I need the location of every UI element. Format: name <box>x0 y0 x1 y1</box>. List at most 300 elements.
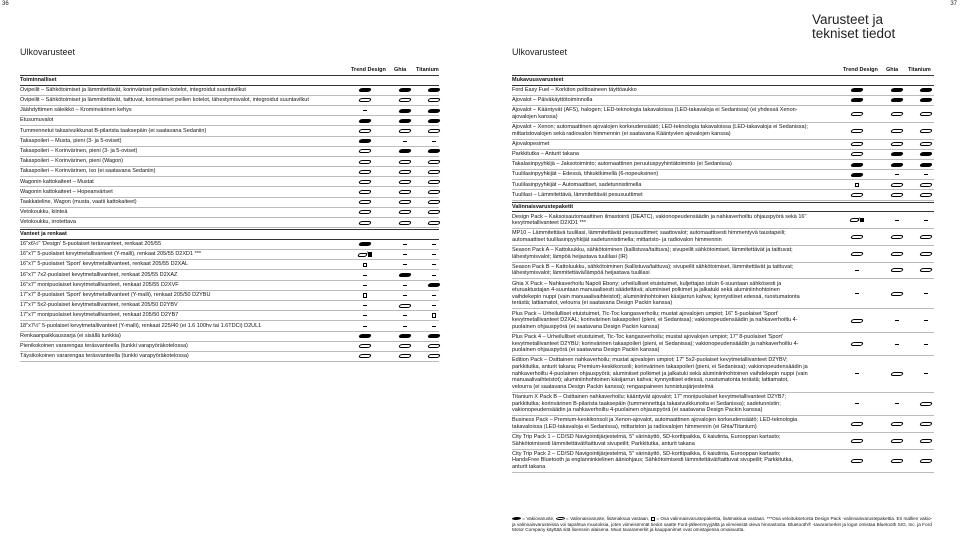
table-row <box>512 333 934 356</box>
availability-cell <box>357 138 373 144</box>
availability-cell <box>889 401 905 407</box>
availability-cell <box>426 313 442 319</box>
row-label: 16"x7" 5-puolaiset kevytmetallivanteet (Y-malli), renkaat 205/55 D2XD1 *** <box>20 251 202 258</box>
availability-cell <box>889 141 905 147</box>
optional-icon <box>398 180 412 184</box>
availability-cell <box>849 97 865 103</box>
col-ghia: Ghia <box>394 67 407 73</box>
col-trend: Trend Design <box>843 67 878 73</box>
row-label: Design Pack – Kaksoisautomaattinen ilmastointi (DEATC), vakionopeudensäädin ja nahkaverhoiltu ohjauspyörä sekä 16" kevytmetallivanteet D2XD1 *** <box>512 213 807 227</box>
table-row <box>512 86 934 96</box>
availability-cell <box>849 251 865 257</box>
standard-icon <box>850 173 864 177</box>
row-label: Ajovalot – Päiväkäyttötoiminnolla <box>512 97 593 104</box>
optional-icon <box>890 252 904 256</box>
row-label: Täysikokoinen vararengas teräsvanteella (tunkki varapyöräkotelossa) <box>20 353 189 360</box>
availability-cell <box>357 323 373 329</box>
dash-icon <box>432 275 436 276</box>
optional-icon <box>427 180 441 184</box>
optional-icon <box>398 304 412 308</box>
col-titanium: Titanium <box>908 67 931 73</box>
pack-marker-icon <box>651 517 656 522</box>
dash-icon <box>924 320 928 321</box>
table-row <box>512 279 934 309</box>
dash-icon <box>895 320 899 321</box>
table-row <box>20 106 439 116</box>
availability-cell <box>357 169 373 175</box>
section-heading <box>512 75 934 86</box>
availability-cell <box>889 371 905 377</box>
availability-cell <box>849 421 865 427</box>
availability-cell <box>918 87 934 93</box>
row-label: Toiminnalliset <box>20 77 57 83</box>
availability-cell <box>889 267 905 273</box>
row-label: Takaspoileri – Korinvärinen, pieni (Wagon) <box>20 158 124 165</box>
combo-icon <box>358 251 373 258</box>
availability-cell <box>426 272 442 278</box>
table-row <box>20 187 439 197</box>
availability-cell <box>426 323 442 329</box>
optional-icon <box>358 190 372 194</box>
optional-icon <box>427 210 441 214</box>
availability-cell <box>357 241 373 247</box>
availability-cell <box>397 343 413 349</box>
availability-cell <box>889 438 905 444</box>
table-row <box>512 123 934 140</box>
availability-cell <box>357 292 373 298</box>
dash-icon <box>855 293 859 294</box>
row-label: Tuulilasinpyyhkijät – Automaattiset, sadetunnistimella <box>512 181 642 188</box>
row-label: Takaspoileri – Korinvärinen, iso (ei saatavana Sedaniin) <box>20 168 156 175</box>
dash-icon <box>895 174 899 175</box>
row-label: Jäähdyttimen säleikkö – Krominvärinen kehys <box>20 107 132 114</box>
standard-icon <box>427 334 441 338</box>
availability-cell <box>357 282 373 288</box>
optional-icon <box>398 129 412 133</box>
optional-icon <box>919 252 933 256</box>
col-trend: Trend Design <box>351 67 386 73</box>
row-label: Wagonin kattokaiteet – Hopeanväriset <box>20 188 113 195</box>
availability-cell <box>397 303 413 309</box>
availability-cell <box>426 292 442 298</box>
pack-icon <box>363 293 368 298</box>
availability-cell <box>889 162 905 168</box>
optional-icon <box>890 268 904 272</box>
availability-cell <box>918 341 934 347</box>
optional-icon <box>890 372 904 376</box>
dash-icon <box>403 326 407 327</box>
availability-cell <box>849 438 865 444</box>
availability-cell <box>889 192 905 198</box>
availability-cell <box>889 151 905 157</box>
optional-icon <box>398 190 412 194</box>
table-row <box>512 150 934 160</box>
optional-icon <box>919 439 933 443</box>
availability-cell <box>849 87 865 93</box>
standard-icon <box>850 163 864 167</box>
pack-icon <box>855 183 860 188</box>
optional-icon <box>398 354 412 358</box>
availability-cell <box>918 162 934 168</box>
availability-cell <box>849 371 865 377</box>
row-label: Vetokoukku, kiinteä <box>20 209 68 216</box>
standard-icon <box>890 98 904 102</box>
standard-icon <box>919 98 933 102</box>
row-label: 16"x6½" 'Design' 5-puolaiset teräsvanteet, renkaat 205/55 <box>20 241 162 248</box>
optional-icon <box>427 170 441 174</box>
availability-cell <box>849 151 865 157</box>
availability-cell <box>397 241 413 247</box>
availability-cell <box>426 353 442 359</box>
table-row <box>20 147 439 157</box>
optional-icon <box>850 422 864 426</box>
table-row <box>512 170 934 180</box>
optional-icon <box>358 98 372 102</box>
optional-icon <box>850 193 864 197</box>
table-header <box>20 65 439 74</box>
table-row <box>20 126 439 136</box>
availability-cell <box>357 128 373 134</box>
availability-cell <box>918 128 934 134</box>
optional-icon <box>890 439 904 443</box>
availability-cell <box>397 128 413 134</box>
standard-icon <box>919 88 933 92</box>
optional-icon <box>890 235 904 239</box>
availability-cell <box>889 458 905 464</box>
availability-cell <box>397 333 413 339</box>
optional-icon <box>358 354 372 358</box>
row-label: Pienikokoinen vararengas teräsvanteella (tunkki varapyöräkotelossa) <box>20 342 188 349</box>
availability-cell <box>426 241 442 247</box>
section-heading <box>20 229 439 240</box>
availability-cell <box>426 169 442 175</box>
optional-icon <box>358 200 372 204</box>
table-row <box>512 450 934 473</box>
availability-cell <box>397 209 413 215</box>
dash-icon <box>432 244 436 245</box>
standard-icon <box>358 139 372 143</box>
standard-icon <box>358 334 372 338</box>
dash-icon <box>432 141 436 142</box>
row-label: Takalasinpyyhkijä – Jaksotoiminto; automaattinen peruutuspyyhintätoiminto (ei Sedanissa) <box>512 161 732 168</box>
optional-icon <box>919 183 933 187</box>
availability-cell <box>889 182 905 188</box>
availability-cell <box>397 148 413 154</box>
row-label: Ajovalot – Xenon; automaattinen ajovalojen korkeudensäätö; LED-teknologia takavaloissa (LED-takavaloja ei Sedanissa); mittaristovalojen sekä radiovalon himmennin (ei saatavana Kääntyvien ajovalojen kanssa) <box>512 124 808 137</box>
standard-icon <box>358 88 372 92</box>
availability-cell <box>357 353 373 359</box>
availability-cell <box>889 318 905 324</box>
section-title: Varusteet ja tekniset tiedot <box>812 12 896 41</box>
availability-cell <box>357 220 373 226</box>
standard-icon <box>890 163 904 167</box>
dash-icon <box>363 315 367 316</box>
table-row <box>20 332 439 342</box>
availability-cell <box>397 252 413 258</box>
availability-cell <box>357 189 373 195</box>
right-equipment-table <box>512 65 934 473</box>
row-label: Taakkateline, Wagon (musta, vaatii kattokaiteet) <box>20 198 137 205</box>
standard-icon <box>398 119 412 123</box>
availability-cell <box>918 192 934 198</box>
dash-icon <box>432 326 436 327</box>
availability-cell <box>889 172 905 178</box>
availability-cell <box>397 353 413 359</box>
optional-icon <box>919 402 933 406</box>
dash-icon <box>924 293 928 294</box>
table-row <box>20 116 439 126</box>
table-row <box>20 321 439 331</box>
standard-icon <box>919 163 933 167</box>
row-label: Ajovalot – Kääntyvät (AFS), halogen; LED-teknologia takavaloissa (LED-takavaloja ei Sedanissa) (ei yhdessä Xenon-ajovalojen kanssa) <box>512 107 798 120</box>
availability-cell <box>849 318 865 324</box>
standard-icon <box>398 88 412 92</box>
dash-icon <box>403 315 407 316</box>
row-label: Plus Pack 4 – Urheilulliset etuistuimet, Tic-Toc kangasverhoilu; mustat ajovalojen umpiot; 17" 8-puolaiset 'Sport' kevytmetallivanteet D2YBU; korinvärinen takaspoileri (pieni, ei Sedanissa); vakionopeudensäädin ja nahkaverhoiltu 4-puolainen ohjauspyörä (ei saatavana Design Packin kanssa) <box>512 334 799 354</box>
availability-cell <box>918 111 934 117</box>
dash-icon <box>363 275 367 276</box>
table-row <box>512 229 934 246</box>
optional-icon <box>358 344 372 348</box>
availability-cell <box>918 421 934 427</box>
standard-icon <box>427 109 441 113</box>
availability-cell <box>849 234 865 240</box>
standard-icon <box>890 152 904 156</box>
table-row <box>20 198 439 208</box>
table-row <box>20 177 439 187</box>
optional-icon <box>890 422 904 426</box>
page-number-right: 37 <box>950 1 957 7</box>
availability-cell <box>426 252 442 258</box>
optional-icon <box>919 112 933 116</box>
row-label: Renkaanpaikkaussarja (ei sisällä tunkkia) <box>20 332 121 339</box>
availability-cell <box>849 341 865 347</box>
table-row <box>512 190 934 200</box>
dash-icon <box>363 305 367 306</box>
optional-icon <box>850 235 864 239</box>
dash-icon <box>403 254 407 255</box>
availability-cell <box>397 118 413 124</box>
availability-cell <box>426 138 442 144</box>
combo-icon <box>850 217 865 224</box>
availability-cell <box>426 333 442 339</box>
optional-icon <box>850 142 864 146</box>
table-row <box>20 281 439 291</box>
table-row <box>20 157 439 167</box>
table-row <box>20 96 439 106</box>
table-row <box>20 250 439 260</box>
dash-icon <box>895 344 899 345</box>
row-label: Parkkitutka – Anturit takana <box>512 151 579 158</box>
table-row <box>20 137 439 147</box>
availability-cell <box>426 199 442 205</box>
availability-cell <box>397 108 413 114</box>
table-row <box>512 246 934 263</box>
standard-marker-icon <box>511 517 521 520</box>
table-row <box>512 356 934 393</box>
availability-cell <box>397 272 413 278</box>
availability-cell <box>849 141 865 147</box>
table-row <box>512 180 934 190</box>
table-row <box>512 263 934 280</box>
dash-icon <box>895 403 899 404</box>
availability-cell <box>397 323 413 329</box>
dash-icon <box>855 373 859 374</box>
table-row <box>512 212 934 229</box>
availability-cell <box>357 272 373 278</box>
dash-icon <box>924 174 928 175</box>
availability-cell <box>849 458 865 464</box>
row-label: Valinnaisvarustepaketit <box>512 203 574 210</box>
availability-cell <box>426 159 442 165</box>
row-label: City Trip Pack 1 – CD/SD Navigointijärjestelmä, 5" värinäyttö, SD-korttipaikka, 6 kaiutinta, Eurooppan kartasto; Sähkötoimisesti lämmitettävät/taittuvat sivupeilit; Parkkitutka, anturit takana <box>512 434 781 447</box>
availability-cell <box>357 148 373 154</box>
standard-icon <box>427 119 441 123</box>
table-row <box>20 301 439 311</box>
table-row <box>20 208 439 218</box>
availability-cell <box>889 291 905 297</box>
row-label: Tummennetut takasivuikkunat B-pilarista taaksepäin (ei saatavana Sedaniin) <box>20 127 207 134</box>
section-heading <box>512 202 934 213</box>
row-label: Ford Easy Fuel – Korkiton polttoaineen täyttöaukko <box>512 86 637 93</box>
dash-icon <box>403 264 407 265</box>
row-label: Vetokoukku, irrotettava <box>20 219 76 226</box>
availability-cell <box>426 87 442 93</box>
dash-icon <box>432 305 436 306</box>
dash-icon <box>403 244 407 245</box>
availability-cell <box>918 318 934 324</box>
availability-cell <box>357 262 373 268</box>
standard-icon <box>427 283 441 287</box>
availability-cell <box>918 141 934 147</box>
standard-icon <box>398 273 412 277</box>
table-row <box>20 311 439 321</box>
table-row <box>20 86 439 96</box>
row-label: Edition Pack – Osittainen nahkaverhoilu; mustat ajovalojen umpiot; 17" 5x2-puolaiset kevytmetallivanteet D2YBV; parkkitutka, anturit takana; Premium-keskikonsoli; korinvärinen takaspoileri (pieni, ei Sedanissa); vakionopeudensäädin ja nahkaverhoiltu 4-puolainen ohjauspyörä; aluminiiset polkimet ja jalkatuki sekä aluminiinhohtoinen vaihdekepin nuppi (vain manuaalivaihteistot); aluminiinhohtoinen käsijarrun kahva; kynnystiiset edessä, ruostumatonta terästä; lattiamatot, velourra (ei saatavana Design Packin kanssa); rengaspaineen tunnistusjärjestelmä <box>512 357 808 390</box>
availability-cell <box>397 179 413 185</box>
availability-cell <box>397 220 413 226</box>
dash-icon <box>403 295 407 296</box>
availability-cell <box>889 87 905 93</box>
dash-icon <box>895 220 899 221</box>
optional-icon <box>358 160 372 164</box>
availability-cell <box>889 128 905 134</box>
row-label: Tuulilasinpyyhkijät – Edessä, tihkuktkimellä (6-nopeuksinen) <box>512 171 659 178</box>
row-label: Ovipeilit – Sähkötoimiset ja lämmitettävät, korinväriset peilien kotelot, integroidut suuntavilkut <box>20 86 246 93</box>
availability-cell <box>426 262 442 268</box>
availability-cell <box>918 97 934 103</box>
availability-cell <box>397 87 413 93</box>
availability-cell <box>889 341 905 347</box>
table-row <box>20 291 439 301</box>
row-label: Season Pack B – Kattoluukku, sähkötoiminen (kallistuva/taittuva); sivupeilit sähkötoimiset, lämmitettävät ja taittuvat; lähestymisvalot; lämmitettävä/lämpöä heijastava tuulilasi <box>512 263 794 277</box>
optional-icon <box>398 200 412 204</box>
availability-cell <box>849 172 865 178</box>
standard-icon <box>890 88 904 92</box>
availability-cell <box>397 199 413 205</box>
optional-icon <box>427 129 441 133</box>
availability-cell <box>918 401 934 407</box>
optional-icon <box>427 98 441 102</box>
row-label: 17"x7" 5x2-puolaiset kevytmetallivanteet, renkaat 205/50 D2YBV <box>20 302 178 309</box>
page-number-left: 36 <box>2 1 9 7</box>
row-label: Etusumuvalot <box>20 117 54 124</box>
availability-cell <box>357 313 373 319</box>
availability-cell <box>397 189 413 195</box>
right-page-title: Ulkovarusteet <box>512 47 568 57</box>
availability-cell <box>357 303 373 309</box>
optional-icon <box>398 344 412 348</box>
optional-icon <box>890 183 904 187</box>
availability-cell <box>397 169 413 175</box>
optional-icon <box>358 149 372 153</box>
row-label: Titanium X Pack B – Osittainen nahkaverhoilu; kääntyvät ajovalot; 17" monipuolaiset kevytmetallivanteet D2YB7; parkkitutka; korinvärinen B-pilarista taaksepäin (tummennettuja takasivuikkunoita ei Sedanissa); sadetunnistin; vakionopeudensäädin ja nahkaverhoiltu 4-puolainen ohjauspyörä (ei saatavana Design Packin kanssa) <box>512 393 787 414</box>
dash-icon <box>924 373 928 374</box>
standard-icon <box>398 334 412 338</box>
availability-cell <box>357 118 373 124</box>
availability-cell <box>426 128 442 134</box>
section-heading <box>20 75 439 86</box>
availability-cell <box>397 138 413 144</box>
optional-icon <box>890 292 904 296</box>
availability-cell <box>849 128 865 134</box>
row-label: Mukavuusvarusteet <box>512 77 564 83</box>
availability-cell <box>918 251 934 257</box>
dash-icon <box>363 285 367 286</box>
standard-icon <box>850 98 864 102</box>
availability-cell <box>889 217 905 223</box>
row-label: Tuulilasi – Lämmitettävä, lämmitettävät pesusuuttimet <box>512 191 643 198</box>
standard-icon <box>358 119 372 123</box>
availability-cell <box>889 251 905 257</box>
standard-icon <box>398 149 412 153</box>
dash-icon <box>403 141 407 142</box>
availability-cell <box>849 192 865 198</box>
optional-marker-icon <box>555 517 565 520</box>
availability-cell <box>426 97 442 103</box>
table-row <box>512 106 934 123</box>
optional-icon <box>358 210 372 214</box>
availability-cell <box>918 234 934 240</box>
row-label: City Trip Pack 2 – CD/SD Navigointijärjestelmä, 5" värinäyttö, SD-korttipaikka, 6 kaiutinta, Eurooppan kartasto; HandsFree Bluetooth ja englanninkielinen ääniohjaus; Sähkötoimisesti lämmitettävät/taittuvat sivupeilit; Parkkitutka, anturit takana <box>512 450 793 471</box>
availability-cell <box>426 189 442 195</box>
legend: = Vakiovaruste, = Valinnaisvaruste, lisämaksua vastaan, = Osa valinnaisvarustepakettia, lisämaksua vastaan. ***Osa veloituksetonta Design Pack -valinnaisvarustepakettia. Eri mallien vakio- ja valinnaisvarusteissa voi tapahtua muutoksia, joten viimeisimmät tiedot saatte Ford-jälleenmyyjältä ja viimeisistä oleva hinnastosta. Bluetooth® -tavaramerkin ja logot omistaa Bluetooth SIG, Inc. ja Ford Motor Company käyttää sitä lisenssin alaisena. Muut tavaramerkit ja kauppanimet ovat omistajiensa omaisuutta. <box>512 516 933 533</box>
dash-icon <box>432 295 436 296</box>
availability-cell <box>918 267 934 273</box>
availability-cell <box>918 438 934 444</box>
table-row <box>512 160 934 170</box>
row-label: Ajovalopesimet <box>512 140 550 147</box>
col-titanium: Titanium <box>416 67 439 73</box>
table-row <box>20 167 439 177</box>
availability-cell <box>426 303 442 309</box>
pack-icon <box>432 313 437 318</box>
optional-icon <box>427 354 441 358</box>
table-row <box>512 433 934 450</box>
optional-icon <box>850 152 864 156</box>
row-label: Vanteet ja renkaat <box>20 231 67 238</box>
row-label: 18"x7½" 5-puolaiset kevytmetallivanteet (Y-malli), renkaat 225/40 (ei 1.6 100hv tai 1.6TDCi) D2UL1 <box>20 322 262 329</box>
table-row <box>20 342 439 352</box>
row-label: 17"x7" 8-puolaiset 'Sport' kevytmetallivanteet (Y-malli), renkaat 205/50 D2YBU <box>20 292 211 299</box>
optional-icon <box>850 129 864 133</box>
availability-cell <box>357 209 373 215</box>
optional-icon <box>427 344 441 348</box>
table-header <box>512 65 934 74</box>
row-label: Wagonin kattokaiteet – Mustat <box>20 178 94 185</box>
row-label: Ovipeilit – Sähkötoimiset ja lämmitettävät, taittuvat, korinväriset peilien kotelot, lähestymisvalot, integroidut suuntavilkut <box>20 97 309 104</box>
left-equipment-table <box>20 65 439 362</box>
